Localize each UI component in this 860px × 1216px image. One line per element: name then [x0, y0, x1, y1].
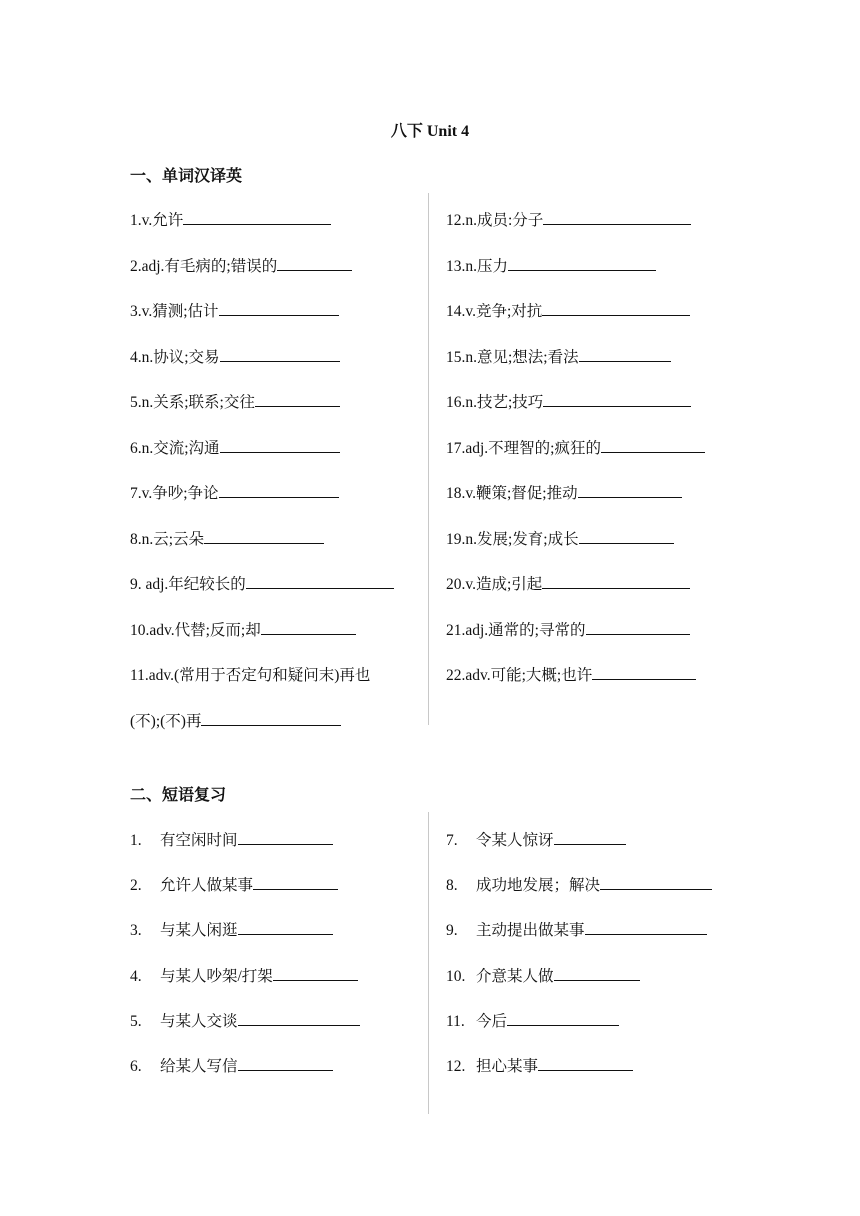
answer-blank[interactable]: [238, 830, 333, 845]
vocab-prompt: 12.n.成员:分子: [446, 212, 544, 229]
answer-blank[interactable]: [246, 574, 394, 589]
answer-blank[interactable]: [255, 392, 340, 407]
item-number: 10.: [446, 967, 466, 985]
vocab-prompt: 14.v.竞争;对抗: [446, 303, 543, 320]
vocab-item: [130, 618, 356, 640]
phrase-item: [446, 1009, 619, 1031]
phrase-item: [446, 964, 640, 986]
answer-blank[interactable]: [219, 483, 339, 498]
answer-blank[interactable]: [238, 920, 333, 935]
vocab-item: [130, 709, 341, 731]
phrase-prompt: 有空闲时间: [160, 832, 238, 849]
vocab-prompt: 6.n.交流;沟通: [130, 439, 220, 457]
vocab-prompt: 13.n.压力: [446, 257, 509, 275]
answer-blank[interactable]: [508, 256, 656, 271]
vocab-item: [446, 618, 690, 640]
item-number: 12.: [446, 1058, 466, 1075]
section-heading-vocabulary: 一、单词汉译英: [130, 168, 243, 185]
answer-blank[interactable]: [219, 301, 339, 316]
vocab-prompt: 16.n.技艺;技巧: [446, 394, 544, 411]
vocab-prompt: 5.n.关系;联系;交往: [130, 394, 255, 411]
phrase-item: [446, 828, 626, 850]
phrase-item: [130, 1009, 360, 1031]
vocab-prompt: 18.v.鞭策;督促;推动: [446, 485, 578, 502]
answer-blank[interactable]: [238, 1011, 360, 1026]
phrase-prompt: 与某人交谈: [160, 1012, 238, 1030]
answer-blank[interactable]: [579, 347, 671, 362]
vocab-item: [130, 390, 340, 412]
phrase-prompt: 成功地发展；解决: [476, 877, 601, 895]
section-heading-phrases: 二、短语复习: [130, 787, 227, 804]
answer-blank[interactable]: [204, 529, 324, 544]
vocab-prompt: 2.adj.有毛病的;错误的: [130, 257, 278, 275]
answer-blank[interactable]: [600, 875, 712, 890]
phrase-prompt: 令某人惊讶: [476, 832, 554, 849]
vocab-item: [130, 572, 394, 594]
answer-blank[interactable]: [579, 529, 674, 544]
vocab-item: [130, 208, 331, 230]
phrase-prompt: 主动提出做某事: [476, 922, 585, 940]
phrase-item: [130, 918, 333, 940]
answer-blank[interactable]: [507, 1011, 619, 1026]
phrase-item: [446, 1054, 633, 1076]
answer-blank[interactable]: [261, 620, 356, 635]
vocab-prompt: 10.adv.代替;反而;却: [130, 621, 261, 639]
phrase-item: [446, 918, 707, 940]
vocab-item: [446, 572, 690, 594]
answer-blank[interactable]: [220, 438, 340, 453]
answer-blank[interactable]: [220, 347, 340, 362]
item-number: 7.: [446, 832, 458, 849]
phrase-prompt: 介意某人做: [476, 967, 554, 985]
answer-blank[interactable]: [585, 920, 707, 935]
vocab-prompt: (不);(不)再: [130, 712, 202, 730]
vocab-prompt: 21.adj.通常的;寻常的: [446, 621, 586, 639]
answer-blank[interactable]: [542, 301, 690, 316]
vocab-item: [446, 390, 691, 412]
vocab-prompt: 4.n.协议;交易: [130, 348, 220, 366]
page-title: 八下 Unit 4: [390, 123, 470, 140]
answer-blank[interactable]: [586, 620, 690, 635]
phrase-item: [130, 1054, 333, 1076]
answer-blank[interactable]: [273, 966, 358, 981]
item-number: 4.: [130, 967, 142, 985]
phrase-prompt: 今后: [476, 1012, 508, 1030]
answer-blank[interactable]: [554, 830, 626, 845]
vocab-prompt: 19.n.发展;发育;成长: [446, 530, 579, 548]
phrase-item: [130, 873, 338, 895]
answer-blank[interactable]: [253, 875, 338, 890]
vocab-prompt: 7.v.争吵;争论: [130, 485, 219, 502]
vocab-item: [446, 208, 691, 230]
answer-blank[interactable]: [601, 438, 705, 453]
vocab-item: [446, 481, 682, 503]
vocab-item: [446, 254, 656, 276]
vocab-item: [130, 299, 339, 321]
answer-blank[interactable]: [538, 1056, 633, 1071]
vocab-item: [130, 527, 324, 549]
vocab-prompt: 3.v.猜测;估计: [130, 303, 219, 320]
item-number: 9.: [446, 922, 458, 940]
answer-blank[interactable]: [183, 210, 331, 225]
answer-blank[interactable]: [542, 574, 690, 589]
vocab-prompt: 1.v.允许: [130, 212, 184, 229]
vocab-prompt: 20.v.造成;引起: [446, 576, 543, 593]
phrase-item: [130, 964, 358, 986]
item-number: 6.: [130, 1058, 142, 1075]
vocab-prompt: 22.adv.可能;大概;也许: [446, 667, 593, 684]
vocab-prompt: 17.adj.不理智的;疯狂的: [446, 439, 601, 457]
answer-blank[interactable]: [201, 711, 341, 726]
vocab-prompt: 8.n.云;云朵: [130, 530, 205, 548]
phrase-prompt: 与某人吵架/打架: [160, 967, 273, 985]
phrase-prompt: 担心某事: [476, 1058, 539, 1075]
vocab-item: [446, 299, 690, 321]
phrase-item: [446, 873, 712, 895]
answer-blank[interactable]: [592, 665, 696, 680]
vocab-item: [446, 663, 696, 685]
vocab-item: [446, 345, 671, 367]
answer-blank[interactable]: [543, 210, 691, 225]
item-number: 11.: [446, 1012, 465, 1030]
vocab-item: [446, 527, 674, 549]
item-number: 2.: [130, 877, 142, 895]
item-number: 3.: [130, 922, 142, 940]
vocab-item: [130, 481, 339, 503]
vocab-prompt: 11.adv.(常用于否定句和疑问末)再也: [130, 667, 371, 684]
item-number: 5.: [130, 1012, 142, 1030]
column-divider: [428, 193, 429, 725]
answer-blank[interactable]: [277, 256, 352, 271]
vocab-prompt: 15.n.意见;想法;看法: [446, 348, 579, 366]
column-divider: [428, 812, 429, 1114]
vocab-prompt: 9. adj.年纪较长的: [130, 576, 246, 593]
phrase-prompt: 与某人闲逛: [160, 922, 238, 940]
item-number: 1.: [130, 832, 142, 849]
item-number: 8.: [446, 877, 458, 895]
phrase-item: [130, 828, 333, 850]
phrase-prompt: 允许人做某事: [160, 877, 254, 895]
vocab-item: [130, 436, 340, 458]
answer-blank[interactable]: [238, 1056, 333, 1071]
answer-blank[interactable]: [578, 483, 682, 498]
answer-blank[interactable]: [543, 392, 691, 407]
phrase-prompt: 给某人写信: [160, 1058, 238, 1075]
vocab-item: [446, 436, 705, 458]
vocab-item: [130, 663, 370, 685]
answer-blank[interactable]: [554, 966, 640, 981]
vocab-item: [130, 345, 340, 367]
vocab-item: [130, 254, 352, 276]
